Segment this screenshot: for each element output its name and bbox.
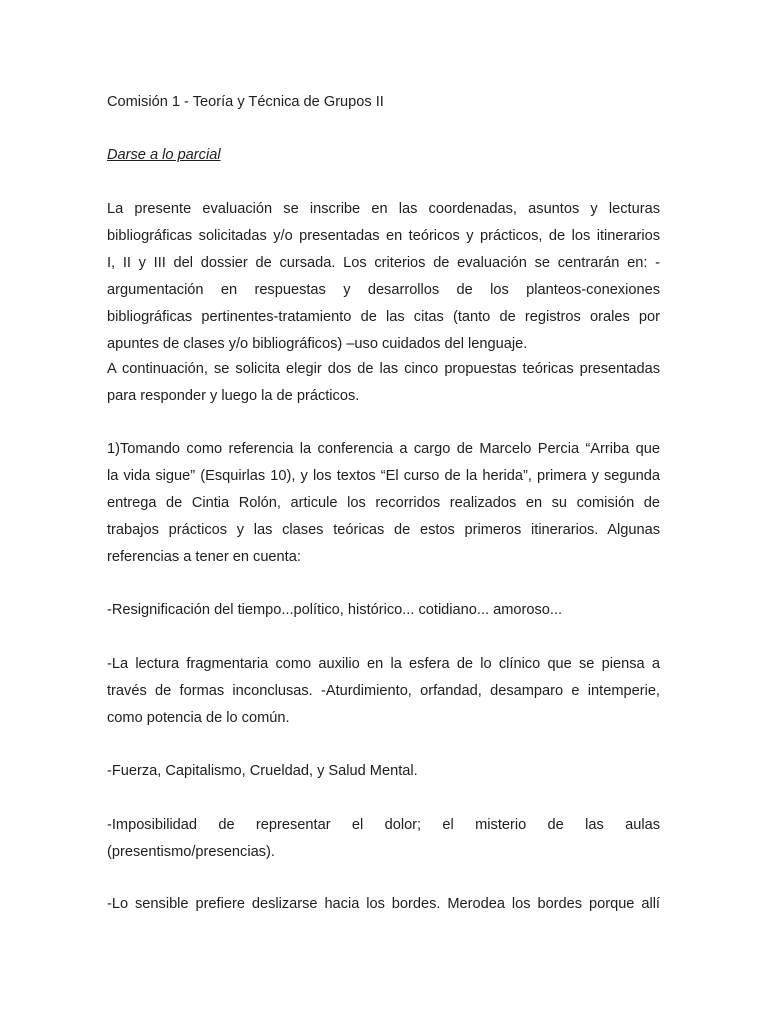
reference-item-fragmentary-reading [107,651,660,732]
paragraph-line: para responder y luego la de prácticos. [107,388,360,404]
paragraph-line: (presentismo/presencias). [107,844,275,860]
reference-item-time [107,597,660,624]
document-subtitle [107,142,660,169]
paragraph-instructions [107,356,660,410]
paragraph-line: argumentación en respuestas y desarrollos de los planteos-conexiones [107,282,660,298]
paragraph-line: -Lo sensible prefiere deslizarse hacia los bordes. Merodea los bordes porque allí [107,896,660,912]
reference-item-force [107,758,660,785]
paragraph-line: -Resignificación del tiempo...político, histórico... cotidiano... amoroso... [107,602,563,618]
paragraph-line: -La lectura fragmentaria como auxilio en la esfera de lo clínico que se piensa a [107,656,660,672]
paragraph-line: A continuación, se solicita elegir dos de las cinco propuestas teóricas presentadas [107,361,660,377]
paragraph-line: través de formas inconclusas. -Aturdimiento, orfandad, desamparo e intemperie, [107,683,660,699]
document-title-text: Comisión 1 - Teoría y Técnica de Grupos II [107,94,384,110]
paragraph-line: 1)Tomando como referencia la conferencia a cargo de Marcelo Percia “Arriba que [107,441,660,457]
reference-item-pain [107,812,660,866]
paragraph-line: entrega de Cintia Rolón, articule los recorridos realizados en su comisión de [107,495,660,511]
paragraph-line: I, II y III del dossier de cursada. Los criterios de evaluación se centrarán en: - [107,255,660,271]
reference-item-sensible [107,891,660,918]
paragraph-line: bibliográficas solicitadas y/o presentadas en teóricos y prácticos, de los itinerarios [107,228,660,244]
paragraph-line: referencias a tener en cuenta: [107,549,301,565]
paragraph-line: bibliográficas pertinentes-tratamiento de las citas (tanto de registros orales por [107,309,660,325]
paragraph-line: La presente evaluación se inscribe en las coordenadas, asuntos y lecturas [107,201,660,217]
paragraph-question-1 [107,436,660,571]
paragraph-line: la vida sigue” (Esquirlas 10), y los textos “El curso de la herida”, primera y segunda [107,468,660,484]
paragraph-line: trabajos prácticos y las clases teóricas de estos primeros itinerarios. Algunas [107,522,660,538]
paragraph-line: como potencia de lo común. [107,710,290,726]
document-title [107,89,660,116]
paragraph-evaluation-criteria [107,196,660,358]
paragraph-line: apuntes de clases y/o bibliográficos) –uso cuidados del lenguaje. [107,336,528,352]
paragraph-line: -Imposibilidad de representar el dolor; el misterio de las aulas [107,817,660,833]
document-subtitle-text: Darse a lo parcial [107,147,221,163]
paragraph-line: -Fuerza, Capitalismo, Crueldad, y Salud Mental. [107,763,418,779]
